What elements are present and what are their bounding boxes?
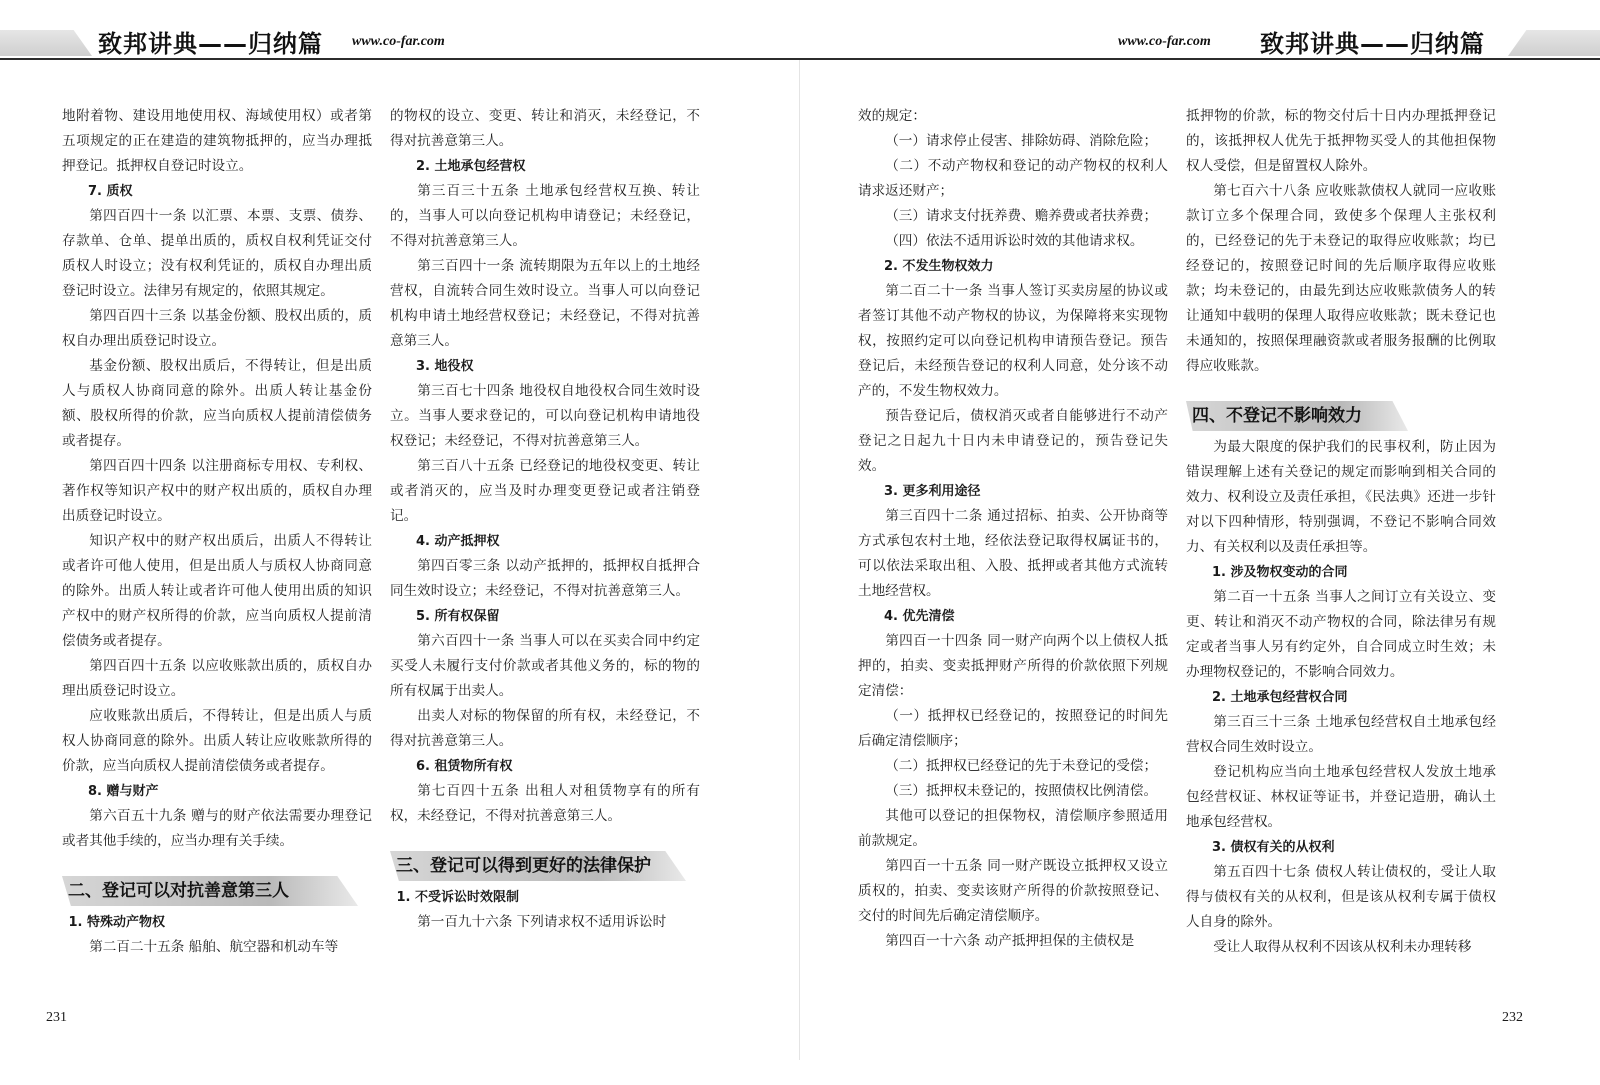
- header-title: 致邦讲典——归纳篇: [98, 30, 323, 58]
- subheading: 3. 地役权: [416, 359, 474, 374]
- paragraph: 地附着物、建设用地使用权、海域使用权）或者第五项规定的正在建造的建筑物抵押的，应当办理抵押登记。抵押权自登记时设立。: [62, 108, 372, 174]
- subheading: 7. 质权: [88, 184, 133, 199]
- paragraph: 第三百七十四条 地役权自地役权合同生效时设立。当事人要求登记的，可以向登记机构申请地役权登记；未经登记，不得对抗善意第三人。: [390, 383, 700, 449]
- text-column: [1186, 104, 1496, 960]
- subheading: 6. 租赁物所有权: [416, 759, 513, 774]
- subheading: 2. 不发生物权效力: [884, 259, 994, 274]
- paragraph: 第二百二十五条 船舶、航空器和机动车等: [89, 939, 339, 955]
- paragraph: 第七百四十五条 出租人对租赁物享有的所有权，未经登记，不得对抗善意第三人。: [390, 783, 700, 824]
- paragraph: 登记机构应当向土地承包经营权人发放土地承包经营权证、林权证等证书，并登记造册，确认土地承包经营权。: [1186, 764, 1496, 830]
- paragraph: 第三百八十五条 已经登记的地役权变更、转让或者消灭的，应当及时办理变更登记或者注销登记。: [390, 458, 700, 524]
- paragraph: 第四百四十五条 以应收账款出质的，质权自办理出质登记时设立。: [62, 658, 372, 699]
- paragraph: 第三百三十三条 土地承包经营权自土地承包经营权合同生效时设立。: [1186, 714, 1496, 755]
- subheading: 2. 土地承包经营权合同: [1212, 690, 1348, 705]
- paragraph: 知识产权中的财产权出质后，出质人不得转让或者许可他人使用，但是出质人与质权人协商同意的除外。出质人转让或者许可他人使用出质的知识产权中的财产权所得的价款，应当向质权人提前清偿债务或者提存。: [62, 533, 372, 649]
- paragraph: 基金份额、股权出质后，不得转让，但是出质人与质权人协商同意的除外。出质人转让基金份额、股权所得的价款，应当向质权人提前清偿债务或者提存。: [62, 358, 372, 449]
- text-column: [858, 104, 1168, 954]
- paragraph: 第六百五十九条 赠与的财产依法需要办理登记或者其他手续的，应当办理有关手续。: [62, 808, 372, 849]
- paragraph: 受让人取得从权利不因该从权利未办理转移: [1213, 939, 1472, 955]
- text-column: [390, 104, 700, 935]
- paragraph: 其他可以登记的担保物权，清偿顺序参照适用前款规定。: [858, 808, 1168, 849]
- paragraph: （一）抵押权已经登记的，按照登记的时间先后确定清偿顺序；: [858, 708, 1168, 749]
- paragraph: 第四百一十五条 同一财产既设立抵押权又设立质权的，拍卖、变卖该财产所得的价款按照登记、交付的时间先后确定清偿顺序。: [858, 858, 1168, 924]
- text-column: [62, 104, 372, 960]
- subheading: 3. 债权有关的从权利: [1212, 840, 1335, 855]
- paragraph: 第三百三十五条 土地承包经营权互换、转让的，当事人可以向登记机构申请登记；未经登记，不得对抗善意第三人。: [390, 183, 700, 249]
- paragraph: 预告登记后，债权消灭或者自能够进行不动产登记之日起九十日内未申请登记的，预告登记失效。: [858, 408, 1168, 474]
- subheading: 1. 特殊动产物权: [68, 915, 166, 930]
- section-heading-text: 四、不登记不影响效力: [1192, 406, 1362, 426]
- section-heading: [62, 876, 372, 906]
- paragraph: 第四百零三条 以动产抵押的，抵押权自抵押合同生效时设立；未经登记，不得对抗善意第三人。: [390, 558, 700, 599]
- paragraph: （三）请求支付抚养费、赡养费或者扶养费；: [885, 208, 1158, 224]
- subheading: 3. 更多利用途径: [884, 484, 981, 499]
- paragraph: （二）不动产物权和登记的动产物权的权利人请求返还财产；: [858, 158, 1168, 199]
- paragraph: 第四百四十三条 以基金份额、股权出质的，质权自办理出质登记时设立。: [62, 308, 372, 349]
- header-title: 致邦讲典——归纳篇: [1260, 30, 1485, 58]
- paragraph: 抵押物的价款，标的物交付后十日内办理抵押登记的，该抵押权人优先于抵押物买受人的其他担保物权人受偿，但是留置权人除外。: [1186, 108, 1496, 174]
- section-heading-text: 二、登记可以对抗善意第三人: [68, 881, 289, 901]
- paragraph: 应收账款出质后，不得转让，但是出质人与质权人协商同意的除外。出质人转让应收账款所得的价款，应当向质权人提前清偿债务或者提存。: [62, 708, 372, 774]
- subheading: 4. 优先清偿: [884, 609, 955, 624]
- paragraph: 第四百一十四条 同一财产向两个以上债权人抵押的，拍卖、变卖抵押财产所得的价款依照下列规定清偿：: [858, 633, 1168, 699]
- paragraph: 第四百四十一条 以汇票、本票、支票、债券、存款单、仓单、提单出质的，质权自权利凭证交付质权人时设立；没有权利凭证的，质权自办理出质登记时设立。法律另有规定的，依照其规定。: [62, 208, 372, 299]
- section-heading: [390, 851, 700, 881]
- paragraph: 第六百四十一条 当事人可以在买卖合同中约定买受人未履行支付价款或者其他义务的，标的物的所有权属于出卖人。: [390, 633, 700, 699]
- subheading: 1. 不受诉讼时效限制: [396, 890, 520, 905]
- header-decoration: [0, 30, 92, 56]
- paragraph: 出卖人对标的物保留的所有权，未经登记，不得对抗善意第三人。: [390, 708, 700, 749]
- page-number: 231: [46, 1010, 67, 1025]
- paragraph: （四）依法不适用诉讼时效的其他请求权。: [885, 233, 1144, 249]
- paragraph: （一）请求停止侵害、排除妨碍、消除危险；: [885, 133, 1158, 149]
- section-heading: [1186, 401, 1496, 431]
- paragraph: 第五百四十七条 债权人转让债权的，受让人取得与债权有关的从权利，但是该从权利专属于债权人自身的除外。: [1186, 864, 1496, 930]
- paragraph: 第二百一十五条 当事人之间订立有关设立、变更、转让和消灭不动产物权的合同，除法律另有规定或者当事人另有约定外，自合同成立时生效；未办理物权登记的，不影响合同效力。: [1186, 589, 1496, 680]
- paragraph: （二）抵押权已经登记的先于未登记的受偿；: [885, 758, 1158, 774]
- paragraph: 为最大限度的保护我们的民事权利，防止因为错误理解上述有关登记的规定而影响到相关合同的效力、权利设立及责任承担，《民法典》还进一步针对以下四种情形，特别强调，不登记不影响合同效力、有关权利以及责任承担等。: [1186, 439, 1496, 555]
- subheading: 1. 涉及物权变动的合同: [1212, 565, 1348, 580]
- section-heading-text: 三、登记可以得到更好的法律保护: [396, 856, 651, 876]
- paragraph: 第四百一十六条 动产抵押担保的主债权是: [885, 933, 1135, 949]
- page-header: [800, 18, 1600, 58]
- header-decoration: [1508, 30, 1600, 56]
- paragraph: 的物权的设立、变更、转让和消灭，未经登记，不得对抗善意第三人。: [390, 108, 700, 149]
- header-url: www.co-far.com: [352, 34, 445, 49]
- header-url: www.co-far.com: [1118, 34, 1211, 49]
- paragraph: 第三百四十一条 流转期限为五年以上的土地经营权，自流转合同生效时设立。当事人可以向登记机构申请土地经营权登记；未经登记，不得对抗善意第三人。: [390, 258, 700, 349]
- paragraph: 第七百六十八条 应收账款债权人就同一应收账款订立多个保理合同，致使多个保理人主张权利的，已经登记的先于未登记的取得应收账款；均已经登记的，按照登记时间的先后顺序取得应收账款；均未登记的，由最先到达应收账款债务人的转让通知中载明的保理人取得应收账款；既未登记也未通知的，按照保理融资款或者服务报酬的比例取得应收账款。: [1186, 183, 1496, 374]
- subheading: 4. 动产抵押权: [416, 534, 500, 549]
- paragraph: 第一百九十六条 下列请求权不适用诉讼时: [417, 914, 667, 930]
- page-number: 232: [1502, 1010, 1523, 1025]
- subheading: 2. 土地承包经营权: [416, 159, 526, 174]
- paragraph: 效的规定：: [858, 108, 926, 124]
- subheading: 8. 赠与财产: [88, 784, 159, 799]
- paragraph: （三）抵押权未登记的，按照债权比例清偿。: [885, 783, 1158, 799]
- page-header: [0, 18, 800, 58]
- subheading: 5. 所有权保留: [416, 609, 500, 624]
- paragraph: 第二百二十一条 当事人签订买卖房屋的协议或者签订其他不动产物权的协议，为保障将来实现物权，按照约定可以向登记机构申请预告登记。预告登记后，未经预告登记的权利人同意，处分该不动产的，不发生物权效力。: [858, 283, 1168, 399]
- right-page: [800, 0, 1600, 1085]
- paragraph: 第三百四十二条 通过招标、拍卖、公开协商等方式承包农村土地，经依法登记取得权属证书的，可以依法采取出租、入股、抵押或者其他方式流转土地经营权。: [858, 508, 1168, 599]
- paragraph: 第四百四十四条 以注册商标专用权、专利权、著作权等知识产权中的财产权出质的，质权自办理出质登记时设立。: [62, 458, 372, 524]
